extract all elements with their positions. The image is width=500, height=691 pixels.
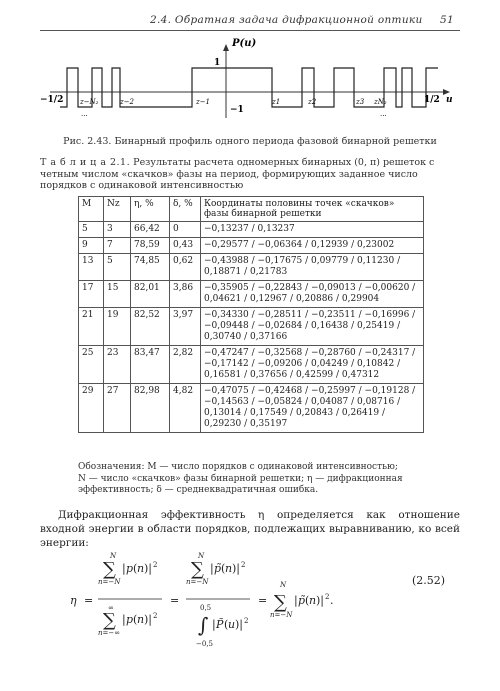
- svg-text:|: |: [122, 562, 126, 575]
- cell-coords: −0,13237 / 0,13237: [201, 222, 424, 238]
- cell-eta: 66,42: [131, 222, 170, 238]
- cell-coords: −0,29577 / −0,06364 / 0,12939 / 0,23002: [201, 238, 424, 254]
- svg-text:(: (: [224, 618, 229, 631]
- cell-eta: 82,98: [131, 384, 170, 433]
- cell-eta: 82,52: [131, 308, 170, 346]
- table-row: [79, 384, 424, 433]
- z-label-2: z2: [308, 98, 317, 106]
- svg-text:=: =: [258, 594, 268, 607]
- svg-text:)|: )|: [144, 562, 152, 575]
- x-left-limit: −1/2: [40, 95, 64, 105]
- svg-text:n: n: [225, 562, 233, 575]
- svg-text:2: 2: [241, 561, 246, 569]
- results-table: [78, 196, 424, 433]
- y-axis-label: P(u): [232, 38, 257, 49]
- svg-text:n=−N: n=−N: [270, 611, 293, 619]
- svg-text:2: 2: [153, 561, 158, 569]
- equation-2-52: [70, 542, 400, 662]
- svg-text:(: (: [221, 562, 226, 575]
- y-tick-1: 1: [214, 58, 221, 68]
- svg-text:η: η: [70, 594, 77, 607]
- table-row: [79, 308, 424, 346]
- cell-coords: −0,47075 / −0,42468 / −0,25997 / −0,19128 / −0,14563 / −0,05824 / 0,04087 / 0,08716 / 0,13014 / 0,17549 / 0,20843 / 0,26419 / 0,29230 / 0,35197: [201, 384, 424, 433]
- cell-delta: 0,43: [170, 238, 201, 254]
- x-axis-label: u: [446, 95, 453, 105]
- svg-text:|: |: [210, 562, 214, 575]
- cell-m: 9: [79, 238, 104, 254]
- cell-eta: 83,47: [131, 346, 170, 384]
- svg-text:−0,5: −0,5: [196, 640, 213, 648]
- svg-text:0,5: 0,5: [200, 604, 212, 612]
- svg-text:|: |: [212, 618, 216, 631]
- svg-text:=: =: [84, 594, 94, 607]
- table-caption-prefix: Т а б л и ц а 2.1.: [40, 157, 131, 168]
- cell-nz: 3: [104, 222, 131, 238]
- svg-text:.: .: [330, 594, 334, 607]
- cell-m: 21: [79, 308, 104, 346]
- svg-text:|: |: [122, 613, 126, 626]
- cell-m: 29: [79, 384, 104, 433]
- svg-text:2: 2: [244, 617, 249, 625]
- svg-text:n=−N: n=−N: [98, 578, 121, 586]
- svg-text:∑: ∑: [103, 610, 116, 631]
- y-axis-arrow: [223, 44, 229, 51]
- cell-delta: 3,86: [170, 281, 201, 308]
- body-paragraph: Дифракционная эффективность η определяется как отношение входной энергии в области порядков, подлежащих выравниванию, ко всей энергии:: [40, 509, 460, 549]
- page-number: 51: [440, 14, 454, 26]
- cell-coords: −0,43988 / −0,17675 / 0,09779 / 0,11230 / 0,18871 / 0,21783: [201, 254, 424, 281]
- cell-m: 17: [79, 281, 104, 308]
- cell-m: 5: [79, 222, 104, 238]
- svg-text:p: p: [126, 562, 134, 575]
- cell-nz: 7: [104, 238, 131, 254]
- col-header-coords: Координаты половины точек «скачков» фазы бинарной решетки: [201, 197, 424, 222]
- table-notes: [78, 462, 424, 497]
- svg-text:∑: ∑: [191, 559, 204, 580]
- cell-eta: 74,85: [131, 254, 170, 281]
- cell-nz: 19: [104, 308, 131, 346]
- cell-m: 25: [79, 346, 104, 384]
- svg-text:∑: ∑: [274, 592, 287, 613]
- table-row: [79, 222, 424, 238]
- header-rule: [40, 30, 460, 31]
- cell-delta: 4,82: [170, 384, 201, 433]
- cell-eta: 78,59: [131, 238, 170, 254]
- svg-text:(: (: [133, 613, 138, 626]
- cell-delta: 3,97: [170, 308, 201, 346]
- table-row: [79, 281, 424, 308]
- z-label-neg-2: z−2: [120, 98, 135, 106]
- z-label-1: z1: [272, 98, 281, 106]
- cell-coords: −0,34330 / −0,28511 / −0,23511 / −0,16996 / −0,09448 / −0,02684 / 0,16438 / 0,25419 / 0,30740 / 0,37166: [201, 308, 424, 346]
- table-caption: [40, 157, 460, 192]
- svg-text:p: p: [126, 613, 134, 626]
- table-row: [79, 254, 424, 281]
- svg-text:∞: ∞: [108, 604, 114, 612]
- svg-text:n: n: [309, 594, 317, 607]
- svg-text:n=−∞: n=−∞: [98, 629, 121, 637]
- equation-number: (2.52): [412, 574, 446, 587]
- svg-text:2: 2: [153, 612, 158, 620]
- svg-text:(: (: [305, 594, 310, 607]
- figure-caption: Рис. 2.43. Бинарный профиль одного периода фазовой бинарной решетки: [63, 136, 437, 147]
- cell-m: 13: [79, 254, 104, 281]
- z-label-3: z3: [356, 98, 365, 106]
- svg-text:n: n: [137, 613, 145, 626]
- notes-line-1: Обозначения: M — число порядков с одинаковой интенсивностью;: [78, 462, 398, 472]
- running-title: 2.4. Обратная задача дифракционной оптики: [150, 14, 423, 26]
- z-label-neg-1: z−1: [196, 98, 211, 106]
- table-row: [79, 238, 424, 254]
- svg-text:∫: ∫: [198, 613, 209, 637]
- table-caption-text: Результаты расчета одномерных бинарных (0, π) решеток с четным числом «скачков» фазы на период, формирующих заданное число порядков с одинаковой интенсивностью: [40, 157, 435, 191]
- cell-delta: 0,62: [170, 254, 201, 281]
- svg-text:)|: )|: [144, 613, 152, 626]
- binary-profile-figure: [40, 36, 460, 134]
- cell-delta: 2,82: [170, 346, 201, 384]
- cell-eta: 82,01: [131, 281, 170, 308]
- col-header-eta: η, %: [131, 197, 170, 222]
- cell-nz: 23: [104, 346, 131, 384]
- notes-line-2: N — число «скачков» фазы бинарной решетки; η — дифракционная эффективность; δ — среднеквадратичная ошибка.: [78, 473, 403, 495]
- z-label-neg-n: z−N₂: [80, 98, 99, 106]
- col-header-delta: δ, %: [170, 197, 201, 222]
- cell-coords: −0,35905 / −0,22843 / −0,09013 / −0,00620 / 0,04621 / 0,12967 / 0,20886 / 0,29904: [201, 281, 424, 308]
- z-label-ellipsis-left: ...: [81, 110, 88, 118]
- cell-nz: 27: [104, 384, 131, 433]
- svg-text:)|: )|: [232, 562, 240, 575]
- table-row: [79, 346, 424, 384]
- cell-nz: 5: [104, 254, 131, 281]
- svg-text:n=−N: n=−N: [186, 578, 209, 586]
- svg-text:u: u: [228, 618, 236, 631]
- svg-text:p̃: p̃: [298, 594, 306, 607]
- svg-text:N: N: [198, 552, 205, 560]
- svg-text:P̃: P̃: [216, 618, 224, 631]
- x-right-limit: 1/2: [424, 95, 440, 105]
- svg-text:(: (: [133, 562, 138, 575]
- svg-text:N: N: [280, 581, 287, 589]
- z-label-ellipsis-right: ...: [380, 110, 387, 118]
- svg-text:∑: ∑: [103, 559, 116, 580]
- svg-text:N: N: [110, 552, 117, 560]
- col-header-m: M: [79, 197, 104, 222]
- svg-text:p̃: p̃: [214, 562, 222, 575]
- svg-text:=: =: [170, 594, 180, 607]
- svg-text:)|: )|: [235, 618, 243, 631]
- z-label-n: zN₂: [374, 98, 387, 106]
- svg-text:)|: )|: [316, 594, 324, 607]
- cell-coords: −0,47247 / −0,32568 / −0,28760 / −0,24317 / −0,17142 / −0,09206 / 0,04249 / 0,10842 / 0,16581 / 0,37656 / 0,42599 / 0,47312: [201, 346, 424, 384]
- svg-text:n: n: [137, 562, 145, 575]
- cell-delta: 0: [170, 222, 201, 238]
- svg-text:2: 2: [325, 593, 330, 601]
- svg-text:|: |: [294, 594, 298, 607]
- col-header-nz: Nz: [104, 197, 131, 222]
- y-tick-minus1: −1: [230, 105, 244, 115]
- cell-nz: 15: [104, 281, 131, 308]
- table-header-row: [79, 197, 424, 222]
